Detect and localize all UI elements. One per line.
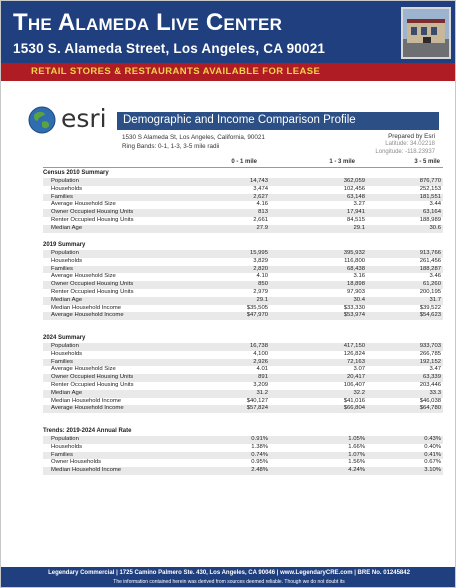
section-title: 2024 Summary: [43, 335, 86, 341]
table-row: [43, 258, 443, 266]
value-0-1-mile: 2,926: [253, 358, 268, 365]
value-3-5-mile: 31.7: [429, 296, 441, 303]
column-header-0-1: 0 - 1 mile: [231, 159, 257, 165]
section-title: 2019 Summary: [43, 242, 86, 248]
value-0-1-mile: 4.10: [256, 273, 268, 280]
value-3-5-mile: 876,770: [419, 178, 441, 184]
table-row: [43, 266, 443, 274]
value-0-1-mile: 31.2: [256, 389, 268, 396]
table-row: [43, 289, 443, 297]
report-address: 1530 S Alameda St, Los Angeles, California, 90021: [122, 134, 265, 141]
value-3-5-mile: 933,703: [419, 343, 441, 349]
row-label: Owner Occupied Housing Units: [51, 209, 134, 216]
table-row: [43, 297, 443, 305]
row-label: Families: [51, 265, 73, 272]
value-0-1-mile: 813: [258, 209, 268, 216]
row-label: Population: [51, 343, 79, 349]
value-1-3-mile: 395,932: [343, 250, 365, 256]
globe-icon: [27, 105, 57, 135]
value-3-5-mile: 0.40%: [424, 443, 441, 450]
value-3-5-mile: 266,785: [419, 350, 441, 357]
row-label: Renter Occupied Housing Units: [51, 382, 134, 388]
row-label: Households: [51, 350, 83, 357]
table-row: [43, 305, 443, 313]
value-0-1-mile: 4.01: [256, 366, 268, 373]
value-1-3-mile: $66,804: [343, 405, 365, 412]
row-label: Average Household Income: [51, 312, 124, 319]
value-3-5-mile: 261,456: [419, 257, 441, 264]
row-label: Renter Occupied Housing Units: [51, 217, 134, 223]
table-row: [43, 273, 443, 281]
value-0-1-mile: 1.38%: [251, 443, 268, 450]
value-3-5-mile: 252,153: [419, 185, 441, 192]
value-1-3-mile: 72,163: [346, 358, 365, 365]
value-0-1-mile: 4.16: [256, 201, 268, 208]
value-1-3-mile: 1.66%: [348, 443, 365, 450]
table-row: [43, 459, 443, 467]
table-row: [43, 405, 443, 413]
section-title: Trends: 2019-2024 Annual Rate: [43, 428, 132, 434]
value-1-3-mile: $33,330: [343, 304, 365, 311]
ring-bands: Ring Bands: 0-1, 1-3, 3-5 mile radii: [122, 143, 220, 150]
row-label: Median Household Income: [51, 397, 122, 404]
table-row: [43, 209, 443, 217]
row-label: Renter Occupied Housing Units: [51, 289, 134, 295]
table-row: [43, 444, 443, 452]
value-1-3-mile: 3.27: [353, 201, 365, 208]
lease-ribbon: [1, 63, 456, 81]
value-1-3-mile: 97,903: [346, 289, 365, 295]
value-3-5-mile: 33.3: [429, 389, 441, 396]
value-3-5-mile: $39,522: [419, 304, 441, 311]
value-1-3-mile: 20,417: [346, 374, 365, 381]
value-0-1-mile: 16,738: [249, 343, 268, 349]
row-label: Average Household Size: [51, 201, 116, 208]
column-header-1-3: 1 - 3 mile: [329, 159, 355, 165]
value-3-5-mile: 3.46: [429, 273, 441, 280]
row-label: Families: [51, 193, 73, 200]
table-row: [43, 359, 443, 367]
esri-logo: [27, 105, 127, 135]
value-3-5-mile: 188,989: [419, 217, 441, 223]
row-label: Households: [51, 257, 83, 264]
value-1-3-mile: 1.07%: [348, 451, 365, 458]
value-0-1-mile: 4,100: [253, 350, 268, 357]
value-1-3-mile: 18,898: [346, 281, 365, 288]
table-row: [43, 390, 443, 398]
value-3-5-mile: 63,164: [422, 209, 441, 216]
value-1-3-mile: 3.07: [353, 366, 365, 373]
esri-logo-text: esri: [61, 104, 107, 133]
footer: [1, 567, 456, 588]
value-3-5-mile: 3.44: [429, 201, 441, 208]
value-1-3-mile: 29.1: [353, 224, 365, 231]
table-row: [43, 194, 443, 202]
value-0-1-mile: 0.74%: [251, 451, 268, 458]
row-label: Median Age: [51, 224, 83, 231]
value-3-5-mile: 63,339: [422, 374, 441, 381]
footer-contact: Legendary Commercial | 1725 Camino Palmero Ste. 430, Los Angeles, CA 90046 | www.LegendaryCRE.com | BRE No. 01245842: [48, 570, 410, 576]
value-0-1-mile: 2,627: [253, 193, 268, 200]
table-row: [43, 225, 443, 233]
value-1-3-mile: 126,824: [343, 350, 365, 357]
row-label: Median Household Income: [51, 304, 122, 311]
value-0-1-mile: $57,824: [246, 405, 268, 412]
table-row: [43, 281, 443, 289]
report-title-bar: [117, 112, 439, 130]
value-3-5-mile: 0.43%: [424, 436, 441, 442]
value-3-5-mile: 188,287: [419, 265, 441, 272]
value-3-5-mile: 913,766: [419, 250, 441, 256]
footer-disclaimer: The information contained herein was derived from sources deemed reliable. Though we do not doubt its: [113, 579, 345, 585]
table-row: [43, 178, 443, 186]
value-0-1-mile: 0.95%: [251, 459, 268, 466]
table-row: [43, 436, 443, 444]
row-label: Owner Occupied Housing Units: [51, 374, 134, 381]
row-label: Population: [51, 178, 79, 184]
longitude: Longitude: -118.23937: [375, 149, 435, 155]
value-1-3-mile: 63,148: [346, 193, 365, 200]
row-label: Population: [51, 250, 79, 256]
value-1-3-mile: 84,515: [346, 217, 365, 223]
lease-ribbon-text: RETAIL STORES & RESTAURANTS AVAILABLE FOR LEASE: [31, 66, 321, 77]
value-1-3-mile: 106,407: [343, 382, 365, 388]
table-row: [43, 452, 443, 460]
row-label: Median Age: [51, 389, 83, 396]
value-0-1-mile: 2,820: [253, 265, 268, 272]
row-label: Families: [51, 358, 73, 365]
value-1-3-mile: 1.56%: [348, 459, 365, 466]
value-1-3-mile: 116,800: [344, 257, 365, 264]
row-label: Average Household Income: [51, 405, 124, 412]
table-row: [43, 186, 443, 194]
table-row: [43, 374, 443, 382]
table-row: [43, 382, 443, 390]
value-0-1-mile: 0.91%: [251, 436, 268, 442]
property-address: 1530 S. Alameda Street, Los Angeles, CA 90021: [13, 41, 326, 56]
value-1-3-mile: 32.2: [353, 389, 365, 396]
value-0-1-mile: 850: [258, 281, 268, 288]
row-label: Median Age: [51, 296, 83, 303]
report-title: Demographic and Income Comparison Profile: [123, 114, 356, 126]
row-label: Population: [51, 436, 79, 442]
row-label: Families: [51, 451, 73, 458]
table-row: [43, 201, 443, 209]
value-0-1-mile: 3,474: [253, 185, 268, 192]
value-1-3-mile: 30.4: [353, 296, 365, 303]
value-1-3-mile: 362,059: [343, 178, 365, 184]
table-row: [43, 250, 443, 258]
header-divider: [43, 167, 443, 168]
value-0-1-mile: 27.9: [256, 224, 268, 231]
value-3-5-mile: $54,623: [419, 312, 441, 319]
table-row: [43, 398, 443, 406]
row-label: Median Household Income: [51, 467, 122, 474]
value-3-5-mile: 3.10%: [424, 467, 441, 474]
value-1-3-mile: 417,150: [343, 343, 365, 349]
value-0-1-mile: $40,127: [246, 397, 268, 404]
prepared-by: Prepared by Esri: [388, 133, 435, 140]
value-3-5-mile: 203,446: [419, 382, 441, 388]
value-1-3-mile: 68,438: [346, 265, 365, 272]
table-row: [43, 312, 443, 320]
value-1-3-mile: 4.24%: [348, 467, 365, 474]
header-banner: [1, 1, 456, 63]
value-3-5-mile: 0.41%: [424, 451, 441, 458]
value-0-1-mile: 2,661: [253, 217, 268, 223]
value-1-3-mile: 102,456: [343, 185, 365, 192]
property-photo: [401, 7, 451, 59]
row-label: Households: [51, 443, 83, 450]
row-label: Households: [51, 185, 83, 192]
value-3-5-mile: 30.6: [429, 224, 441, 231]
value-1-3-mile: 1.05%: [348, 436, 365, 442]
value-1-3-mile: $41,016: [343, 397, 365, 404]
value-3-5-mile: 0.67%: [424, 459, 441, 466]
value-3-5-mile: 181,551: [419, 193, 441, 200]
value-0-1-mile: $47,970: [246, 312, 268, 319]
row-label: Owner Occupied Housing Units: [51, 281, 134, 288]
row-label: Owner Households: [51, 459, 102, 466]
value-0-1-mile: 3,209: [253, 382, 268, 388]
value-3-5-mile: 61,260: [422, 281, 441, 288]
table-row: [43, 366, 443, 374]
table-row: [43, 467, 443, 475]
value-0-1-mile: $35,505: [246, 304, 268, 311]
value-3-5-mile: 192,152: [419, 358, 441, 365]
row-label: Average Household Size: [51, 366, 116, 373]
row-label: Average Household Size: [51, 273, 116, 280]
table-row: [43, 343, 443, 351]
value-0-1-mile: 2,979: [253, 289, 268, 295]
value-0-1-mile: 14,743: [249, 178, 268, 184]
property-title: The Alameda Live Center: [13, 9, 283, 36]
value-0-1-mile: 15,995: [249, 250, 268, 256]
column-header-3-5: 3 - 5 mile: [414, 159, 440, 165]
value-3-5-mile: $46,038: [419, 397, 441, 404]
value-0-1-mile: 29.1: [256, 296, 268, 303]
value-1-3-mile: 3.16: [353, 273, 365, 280]
table-row: [43, 351, 443, 359]
latitude: Latitude: 34.02218: [385, 141, 435, 147]
value-0-1-mile: 891: [258, 374, 268, 381]
value-1-3-mile: 17,941: [346, 209, 365, 216]
table-row: [43, 217, 443, 225]
section-title: Census 2010 Summary: [43, 170, 109, 176]
value-3-5-mile: 200,195: [419, 289, 441, 295]
value-0-1-mile: 3,829: [253, 257, 268, 264]
value-0-1-mile: 2.48%: [251, 467, 268, 474]
value-3-5-mile: $64,780: [419, 405, 441, 412]
value-1-3-mile: $53,974: [343, 312, 365, 319]
value-3-5-mile: 3.47: [429, 366, 441, 373]
